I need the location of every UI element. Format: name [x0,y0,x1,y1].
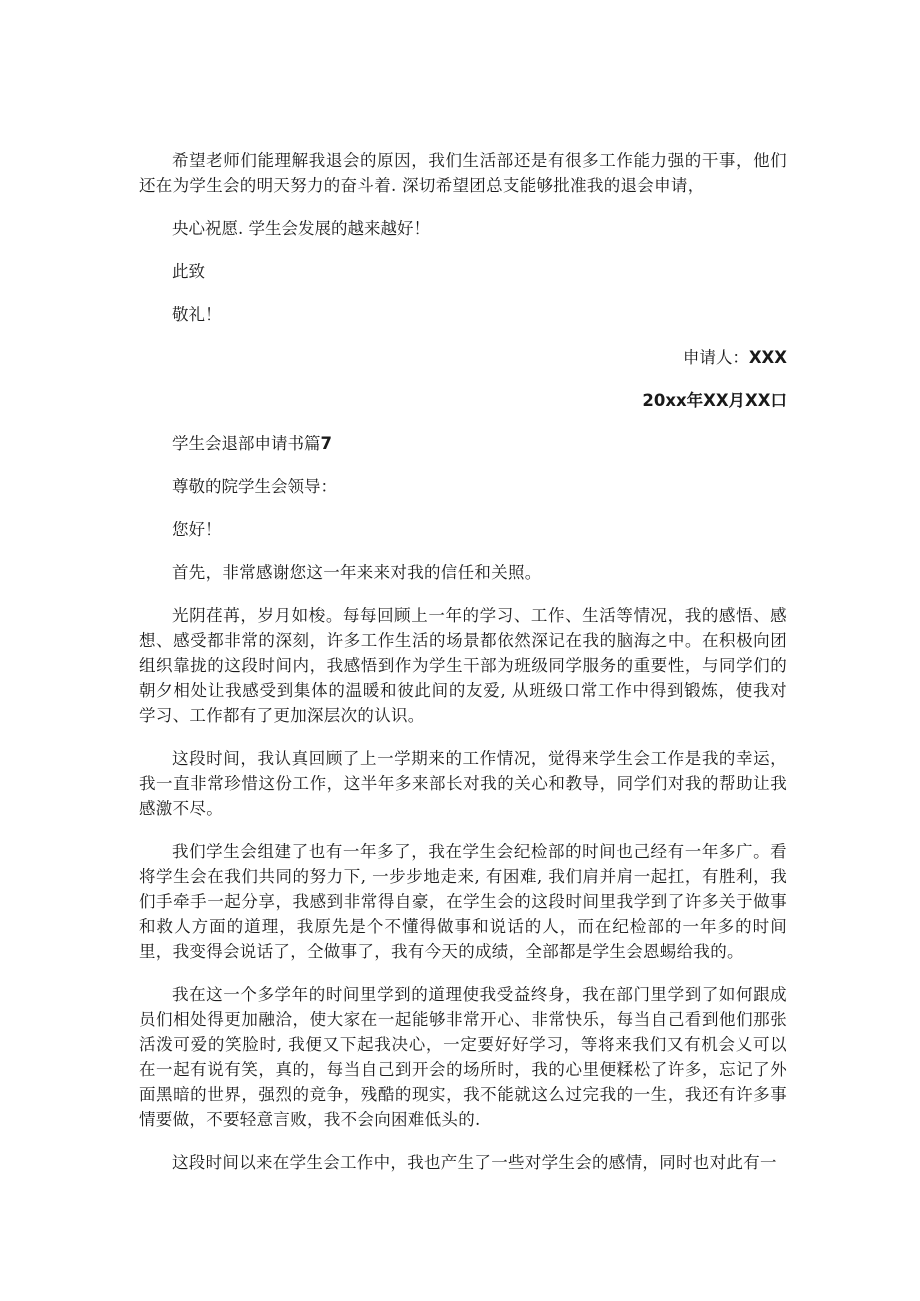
closing-line-2: 敬礼！ [172,305,222,324]
paragraph-4: 这段时间，我认真回顾了上一学期来的工作情况，觉得来学生会工作是我的幸运，我一直非常珍惜这份工作，这半年多来部长对我的关心和教导，同学们对我的帮助让我感激不尽。 [139,749,787,818]
section-number: 7 [320,434,332,453]
signature-label: 申请人： [682,348,749,367]
paragraph-6: 我在这一个多学年的时间里学到的道理使我受益终身，我在部门里学到了如何跟成员们相处得更加融洽，使大家在一起能够非常开心、非常快乐，每当自己看到他们那张活泼可爱的笑脸时, 我便又下起我决心，一定要好好学习，等将来我们又有机会乂可以在一起有说有笑，真的，每当自己到开会的场所时，我的心里便糅松了许多，忘记了外面黑暗的世界，强烈的竞争，残酷的现实，我不能就这么过完我的一生，我还有许多事情要做，不要轻意言败，我不会向困难低头的. [139,985,787,1129]
section-title [139,431,787,456]
document-page [139,148,787,1175]
paragraph-1: 希望老师们能理解我退会的原因，我们生活部还是有很多工作能力强的干事，他们还在为学生会的明天努力的奋斗着. 深切希望团总支能够批准我的退会申请， [139,151,787,195]
section-title-text: 学生会退部申请书篇 [172,434,321,453]
closing-line-1: 此致 [172,262,205,281]
date-line: 20xx年XX月XX口 [642,391,787,410]
signature-name: XXX [748,348,787,367]
salutation: 尊敬的院学生会领导： [172,477,337,496]
paragraph-7: 这段时间以来在学生会工作中，我也产生了一些对学生会的感情，同时也对此有一 [172,1153,777,1172]
greeting: 您好！ [172,520,222,539]
wish-line: 央心祝愿. 学生会发展的越来越好！ [172,219,430,238]
signature-line [139,345,787,370]
paragraph-5: 我们学生会组建了也有一年多了，我在学生会纪检部的时间也己经有一年多广。看将学生会在我们共同的努力下, 一步步地走来, 有困难, 我们肩并肩一起扛，有胜利，我们手牵手一起分享，我感到非常得自豪，在学生会的这段时间里我学到了许多关于做事和救人方面的道理，我原先是个不懂得做事和说话的人，而在纪检部的一年多的时间里，我变得会说话了，仝做事了，我有今天的成绩，全部都是学生会恩蜴给我的。 [139,842,787,961]
paragraph-3: 光阴荏苒，岁月如梭。每每回顾上一年的学习、工作、生活等情况，我的感悟、感想、感受都非常的深刻，许多工作生活的场景都依然深记在我的脑海之中。在积极向团组织靠拢的这段时间内，我感悟到作为学生干部为班级同学服务的重要性，与同学们的朝夕相处让我感受到集体的温暖和彼此间的友爱, 从班级口常工作中得到锻炼，使我对学习、工作都有了更加深层次的认识。 [139,606,787,725]
paragraph-2: 首先，非常感谢您这一年来来对我的信任和关照。 [172,563,542,582]
